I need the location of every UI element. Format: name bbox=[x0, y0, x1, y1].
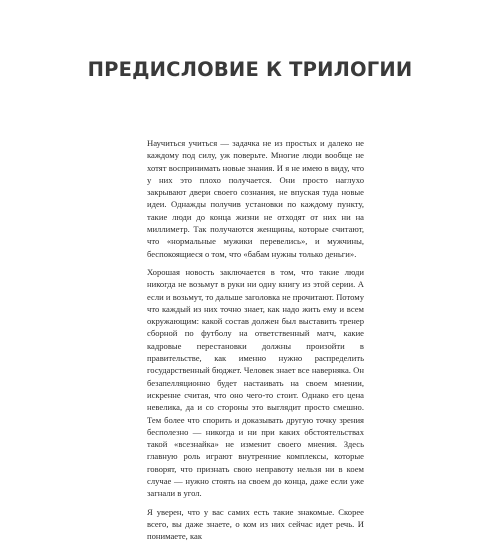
paragraph-2: Хорошая новость заключается в том, что такие люди никогда не возьмут в руки ни одну книгу из этой серии. А если и возьмут, то дальше заголовка не прочитают. Потому что каждый из них точно знает, как надо жить ему и всем окружающим: какой состав должен был выставить тренер сборной по футболу на ответственный матч, какие кадровые перестановки должны произойти в правительстве, как именно нужно распределить государственный бюджет. Человек знает все наверняка. Он безапелляционно будет настаивать на своем мнении, искренне считая, что оно чего-то стоит. Однако его цена невелика, да и со стороны это выглядит просто смешно. Тем более что спорить и доказывать другую точку зрения бесполезно — никогда и ни при каких обстоятельствах такой «всезнайка» не изменит своего мнения. Здесь главную роль играют внутренние комплексы, которые говорят, что признать свою неправоту нельзя ни в коем случае — нужно стоять на своем до конца, даже если уже загнали в угол. bbox=[147, 266, 364, 499]
chapter-title: ПРЕДИСЛОВИЕ К ТРИЛОГИИ bbox=[87, 58, 413, 81]
body-text bbox=[147, 137, 364, 543]
paragraph-3: Я уверен, что у вас самих есть такие знакомые. Скорее всего, вы даже знаете, о ком из них сейчас идет речь. И понимаете, как bbox=[147, 506, 364, 542]
paragraph-1: Научиться учиться — задачка не из простых и далеко не каждому под силу, уж поверьте. Многие люди вообще не хотят воспринимать новые знания. И я не имею в виду, что у них это плохо получается. Они просто наглухо закрывают двери своего сознания, не впуская туда новые идеи. Однажды получив установки по каждому пункту, такие люди до конца жизни не отходят от них ни на миллиметр. Так получаются женщины, которые считают, что «нормальные мужики перевелись», и мужчины, беспокоящиеся о том, что «бабам нужны только деньги». bbox=[147, 138, 364, 259]
